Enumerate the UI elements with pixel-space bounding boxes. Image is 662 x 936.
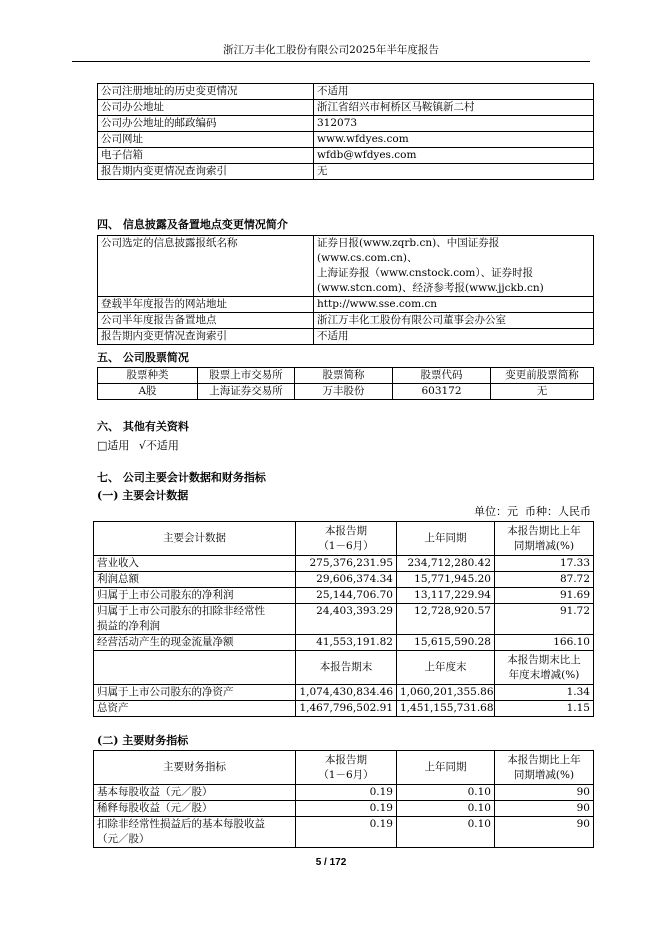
section-6-title: 六、 其他有关资料 (97, 420, 189, 433)
column-header (495, 651, 594, 685)
cell: 上海证券交易所 (198, 384, 295, 400)
cell: 90 (495, 817, 594, 848)
row-value (314, 236, 594, 297)
table-row (94, 588, 594, 604)
value-line: (www.stcn.com)、经济参考报(www.jjckb.cn) (317, 282, 544, 294)
row-value: 312073 (314, 116, 594, 132)
cell: 91.72 (495, 604, 594, 635)
row-label: 公司网址 (98, 132, 314, 148)
cell: 1,060,201,355.86 (397, 685, 495, 701)
cell: 41,553,191.82 (296, 635, 397, 651)
financial-indicators-table (93, 750, 594, 848)
disclosure-table (97, 235, 594, 345)
table-row (98, 313, 594, 329)
row-value: 不适用 (314, 329, 594, 345)
row-value: wfdb@wfdyes.com (314, 148, 594, 164)
table-row (98, 384, 594, 400)
column-header: 股票代码 (393, 368, 491, 384)
table-header-row (94, 751, 594, 785)
row-label: 基本每股收益（元／股） (94, 785, 296, 801)
cell: 0.10 (397, 785, 495, 801)
column-header: 上年同期 (397, 522, 495, 556)
cell: 12,728,920.57 (397, 604, 495, 635)
row-label: 报告期内变更情况查询索引 (98, 329, 314, 345)
label-line: 损益的净利润 (97, 620, 160, 632)
cell: 24,403,393.29 (296, 604, 397, 635)
row-value: 浙江万丰化工股份有限公司董事会办公室 (314, 313, 594, 329)
row-label: 公司办公地址 (98, 100, 314, 116)
row-value: http://www.sse.com.cn (314, 297, 594, 313)
column-header: 主要财务指标 (94, 751, 296, 785)
cell: 87.72 (495, 572, 594, 588)
label-line: （元／股） (97, 833, 150, 845)
cell: 603172 (393, 384, 491, 400)
cell: 90 (495, 785, 594, 801)
table-row (98, 329, 594, 345)
cell: 0.19 (296, 801, 397, 817)
table-header-row (94, 522, 594, 556)
cell: 90 (495, 801, 594, 817)
column-header: 上年同期 (397, 751, 495, 785)
column-header: 本报告期末 (296, 651, 397, 685)
cell: 1,467,796,502.91 (296, 701, 397, 717)
cell: A股 (98, 384, 198, 400)
row-label: 公司半年度报告备置地点 (98, 313, 314, 329)
table-row (94, 785, 594, 801)
cell: 1,451,155,731.68 (397, 701, 495, 717)
section-5-title: 五、 公司股票简况 (97, 351, 189, 364)
page-number: 5 / 172 (315, 857, 347, 868)
cell: 166.10 (495, 635, 594, 651)
cell: 0.19 (296, 785, 397, 801)
cell: 15,615,590.28 (397, 635, 495, 651)
table-row (98, 100, 594, 116)
cell: 17.33 (495, 556, 594, 572)
cell: 15,771,945.20 (397, 572, 495, 588)
empty-header-cell (94, 651, 296, 685)
header-line: 本报告期末比上 (507, 653, 581, 666)
cell: 1.15 (495, 701, 594, 717)
table-row (98, 148, 594, 164)
header-line: （1－6月） (318, 768, 374, 781)
label-line: 归属于上市公司股东的扣除非经常性 (97, 605, 265, 617)
row-label: 总资产 (94, 701, 296, 717)
row-value: 无 (314, 164, 594, 180)
cell: 234,712,280.42 (397, 556, 495, 572)
cell: 1,074,430,834.46 (296, 685, 397, 701)
column-header: 变更前股票简称 (491, 368, 594, 384)
table-row (94, 572, 594, 588)
value-line: 证券日报(www.zqrb.cn)、中国证券报(www.cs.com.cn)、 (317, 237, 500, 264)
column-header: 股票上市交易所 (198, 368, 295, 384)
row-value: www.wfdyes.com (314, 132, 594, 148)
subsection-2-title: (二) 主要财务指标 (97, 734, 189, 747)
table-row (94, 604, 594, 635)
column-header (495, 522, 594, 556)
option-not-applicable: √不适用 (138, 439, 179, 452)
column-header: 股票种类 (98, 368, 198, 384)
table-row (94, 801, 594, 817)
row-label: 归属于上市公司股东的净利润 (94, 588, 296, 604)
row-label: 电子信箱 (98, 148, 314, 164)
header-line: 同期增减(%) (513, 539, 575, 552)
value-line: 上海证券报（www.cnstock.com）、证券时报 (317, 267, 534, 279)
column-header (296, 751, 397, 785)
applicability-options (97, 437, 179, 453)
header-line: （1－6月） (318, 539, 374, 552)
table-row (98, 84, 594, 100)
row-value: 浙江省绍兴市柯桥区马鞍镇新二村 (314, 100, 594, 116)
row-label: 经营活动产生的现金流量净额 (94, 635, 296, 651)
row-label: 稀释每股收益（元／股） (94, 801, 296, 817)
column-header: 上年度末 (397, 651, 495, 685)
table-row (98, 164, 594, 180)
row-label (94, 604, 296, 635)
header-line: 本报告期 (325, 524, 367, 537)
row-label: 利润总额 (94, 572, 296, 588)
header-line: 年度末增减(%) (508, 668, 580, 681)
label-line: 扣除非经常性损益后的基本每股收益 (97, 818, 265, 830)
column-header: 股票简称 (295, 368, 393, 384)
table-header-row (98, 368, 594, 384)
row-label: 报告期内变更情况查询索引 (98, 164, 314, 180)
cell: 0.10 (397, 817, 495, 848)
table-row (98, 132, 594, 148)
header-divider (72, 61, 590, 62)
unit-label: 单位：元 币种：人民币 (474, 505, 591, 518)
subsection-1-title: (一) 主要会计数据 (97, 489, 189, 502)
cell: 1.34 (495, 685, 594, 701)
row-label: 登载半年度报告的网站地址 (98, 297, 314, 313)
row-label: 营业收入 (94, 556, 296, 572)
table-row (98, 116, 594, 132)
stock-table (97, 367, 594, 400)
header-line: 同期增减(%) (513, 768, 575, 781)
accounting-data-table (93, 521, 594, 717)
cell: 29,606,374.34 (296, 572, 397, 588)
table-row (94, 701, 594, 717)
column-header (495, 751, 594, 785)
row-label: 公司选定的信息披露报纸名称 (98, 236, 314, 297)
table-row (98, 297, 594, 313)
header-line: 本报告期比上年 (507, 524, 581, 537)
cell: 91.69 (495, 588, 594, 604)
column-header: 主要会计数据 (94, 522, 296, 556)
address-table (97, 83, 594, 180)
row-label: 公司办公地址的邮政编码 (98, 116, 314, 132)
cell: 25,144,706.70 (296, 588, 397, 604)
cell: 275,376,231.95 (296, 556, 397, 572)
row-label: 公司注册地址的历史变更情况 (98, 84, 314, 100)
cell: 万丰股份 (295, 384, 393, 400)
header-line: 本报告期比上年 (507, 753, 581, 766)
table-row (94, 556, 594, 572)
row-value: 不适用 (314, 84, 594, 100)
table-row (94, 635, 594, 651)
cell: 无 (491, 384, 594, 400)
column-header (296, 522, 397, 556)
row-label (94, 817, 296, 848)
section-4-title: 四、 信息披露及备置地点变更情况简介 (97, 218, 288, 231)
table-row (94, 685, 594, 701)
row-label: 归属于上市公司股东的净资产 (94, 685, 296, 701)
cell: 13,117,229.94 (397, 588, 495, 604)
option-applicable: □适用 (97, 439, 130, 452)
section-7-title: 七、 公司主要会计数据和财务指标 (97, 471, 266, 484)
cell: 0.19 (296, 817, 397, 848)
table-row (98, 236, 594, 297)
table-row (94, 817, 594, 848)
header-line: 本报告期 (325, 753, 367, 766)
table-header-row (94, 651, 594, 685)
page-header: 浙江万丰化工股份有限公司2025年半年度报告 (223, 44, 439, 56)
cell: 0.10 (397, 801, 495, 817)
